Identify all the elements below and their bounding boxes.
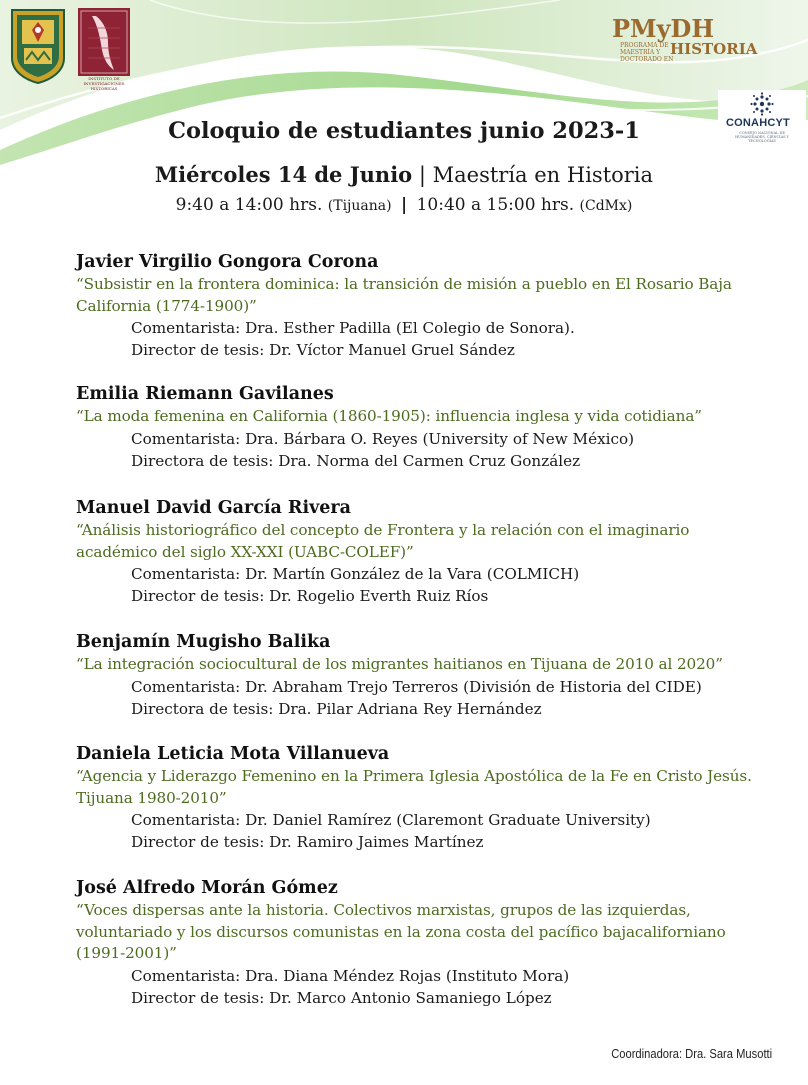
conahcyt-emblem-icon [750, 92, 774, 116]
session-entry [76, 742, 766, 853]
pmdh-logo-historia: HISTORIA [670, 40, 758, 58]
student-name: Manuel David García Rivera [76, 498, 351, 518]
iih-institute-logo [78, 8, 130, 76]
thesis-director: Director de tesis: Dr. Marco Antonio Samaniego López [131, 988, 552, 1007]
thesis-director: Directora de tesis: Dra. Pilar Adriana Rey Hernández [131, 699, 542, 718]
iih-logo-caption: INSTITUTO DE INVESTIGACIONES HISTÓRICAS [83, 76, 125, 91]
date-separator: | [418, 163, 426, 187]
thesis-title: “La moda femenina en California (1860-1905): influencia inglesa y vida cotidiana” [76, 407, 702, 425]
student-name: José Alfredo Morán Gómez [76, 878, 338, 898]
thesis-title: “Subsistir en la frontera dominica: la transición de misión a pueblo en El Rosario Baja California (1774-1900)” [76, 275, 732, 315]
event-date: Miércoles 14 de Junio [154, 162, 413, 187]
commentator: Comentarista: Dra. Bárbara O. Reyes (University of New México) [131, 429, 635, 448]
time-separator: | [400, 195, 408, 215]
session-entry [76, 250, 766, 361]
commentator: Comentarista: Dr. Martín González de la Vara (COLMICH) [131, 565, 580, 583]
session-entry [76, 876, 766, 1009]
time-cdmx-note: (CdMx) [579, 198, 633, 214]
student-name: Emilia Riemann Gavilanes [76, 384, 334, 404]
pmdh-logo [612, 12, 758, 64]
student-name: Daniela Leticia Mota Villanueva [76, 744, 390, 764]
session-entry [76, 496, 766, 607]
uabc-shield-logo [10, 8, 66, 84]
page-title: Coloquio de estudiantes junio 2023-1 [168, 118, 640, 144]
conahcyt-subtitle: CONSEJO NACIONAL DE HUMANIDADES, CIENCIAS Y TECNOLOGÍAS [735, 131, 789, 143]
time-tijuana-note: (Tijuana) [327, 198, 392, 214]
thesis-title: “Agencia y Liderazgo Femenino en la Primera Iglesia Apostólica de la Fe en Cristo Jesús. Tijuana 1980-2010” [76, 767, 752, 807]
time-tijuana: 9:40 a 14:00 hrs. [175, 195, 323, 215]
commentator: Comentarista: Dr. Abraham Trejo Terreros (División de Historia del CIDE) [131, 677, 702, 696]
session-entry [76, 382, 766, 472]
thesis-director: Directora de tesis: Dra. Norma del Carmen Cruz González [131, 451, 581, 470]
conahcyt-name: CONAHCYT [726, 117, 790, 129]
coordinator-credit: Coordinadora: Dra. Sara Musotti [611, 1046, 772, 1061]
commentator: Comentarista: Dr. Daniel Ramírez (Claremont Graduate University) [131, 811, 651, 829]
thesis-director: Director de tesis: Dr. Ramiro Jaimes Martínez [131, 833, 484, 851]
event-date-line [0, 162, 808, 187]
student-name: Javier Virgilio Gongora Corona [76, 252, 379, 272]
student-name: Benjamín Mugisho Balika [76, 632, 331, 652]
thesis-title: “La integración sociocultural de los migrantes haitianos en Tijuana de 2010 al 2020” [76, 655, 723, 673]
program-name: Maestría en Historia [432, 163, 654, 187]
commentator: Comentarista: Dra. Esther Padilla (El Colegio de Sonora). [131, 319, 575, 337]
time-cdmx: 10:40 a 15:00 hrs. [416, 195, 575, 215]
event-time-line [0, 195, 808, 215]
thesis-title: “Análisis historiográfico del concepto de Frontera y la relación con el imaginario académico del siglo XX-XXI (UABC-COLEF)” [76, 521, 690, 561]
session-entry [76, 630, 766, 720]
pmdh-logo-subtitle: PROGRAMA DE MAESTRÍA Y DOCTORADO EN [620, 42, 674, 63]
commentator: Comentarista: Dra. Diana Méndez Rojas (Instituto Mora) [131, 966, 570, 985]
thesis-director: Director de tesis: Dr. Víctor Manuel Gruel Sández [131, 341, 515, 359]
thesis-director: Director de tesis: Dr. Rogelio Everth Ruiz Ríos [131, 587, 489, 605]
pmdh-logo-mark: PMyDH [612, 14, 715, 43]
thesis-title: “Voces dispersas ante la historia. Colectivos marxistas, grupos de las izquierdas, voluntariado y los discursos comunistas en la zona costa del pacífico bajacaliforniano (1991-2001)” [76, 901, 726, 962]
